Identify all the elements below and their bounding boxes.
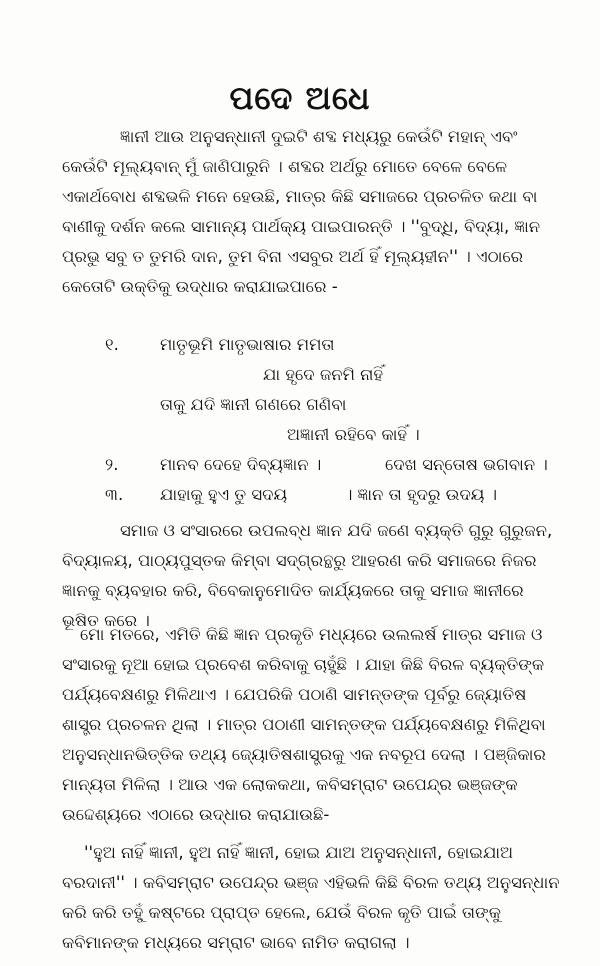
quote-line: ଯାହାକୁ ହୁଏ ତୁ ସଦୟ: [160, 485, 288, 504]
quote-line: । ଜ୍ଞାନ ତା ହୃଦରୁ ଉଦୟ ।: [345, 485, 498, 504]
quote-number: ୨.: [105, 455, 119, 474]
quote-line: ଅଜ୍ଞାନୀ ରହିବେ କାହିଁ ।: [287, 425, 420, 444]
paragraph-opinion: ମୋ ମତରେ, ଏମିତି କିଛି ଜ୍ଞାନ ପ୍ରକୃତି ମଧ୍ୟରେ ଉଲଲର୍ଷ ମାତ୍ର ସମାଜ ଓ ସଂସାରକୁ ନୂଆ ହୋଇ ପ୍ରବେଶ କରିବାକୁ ଚାହୁଁଛି । ଯାହା କିଛି ବିରଳ ବ୍ୟକ୍ତିଙ୍କ ପର୍ଯ୍ୟବେକ୍ଷଣରୁ ମିଳିଥାଏ । ଯେପରିକି ପଠାଣି ସାମନ୍ତଙ୍କ ପୂର୍ବରୁ ଜ୍ୟୋତିଷ ଶାସ୍ତ୍ର ପ୍ରଚଳନ ଥିଲା । ମାତ୍ର ପଠାଣୀ ସାମନ୍ତଙ୍କ ପର୍ଯ୍ୟବେକ୍ଷଣରୁ ମିଳିଥିବା ଅନୁସନ୍ଧାନଭିତ୍ତିକ ତଥ୍ୟ ଜ୍ୟୋତିଷଶାସ୍ତ୍ରକୁ ଏକ ନବରୂପ ଦେଲା । ପଞ୍ଜିକାର ମାନ୍ୟତା ମିଳିଲା । ଆଉ ଏକ ଲୋକକଥା, କବିସମ୍ରାଟ ଉପେନ୍ଦ୍ର ଭଞ୍ଜଙ୍କ ଉଦ୍ଦେଶ୍ୟରେ ଏଠାରେ ଉଦ୍ଧାର କରାଯାଉଛି-: [62, 625, 546, 824]
quote-line: ମାନବ ଦେହେ ଦିବ୍ୟଜ୍ଞାନ ।: [160, 455, 322, 474]
paragraph-conclusion: ''ହୁଅ ନାହିଁ ଜ୍ଞାନୀ, ହୁଅ ନାହିଁ ଜ୍ଞାନୀ, ହୋଇ ଯାଅ ଅନୁସନ୍ଧାନୀ, ହୋଇଯାଅ ବରଦାନୀ'' । କବିସମ୍ରାଟ ଉପେନ୍ଦ୍ର ଭଞ୍ଜ ଏହିଭଳି କିଛି ବିରଳ ତଥ୍ୟ ଅନୁସନ୍ଧାନ କରି କରି ତହୁଁ କଷ୍ଟରେ ପ୍ରାପ୍ତ ହେଲେ, ଯେଉଁ ବିରଳ କୃତି ପାଇଁ ତାଙ୍କୁ କବିମାନଙ୍କ ମଧ୍ୟରେ ସମ୍ରାଟ ଭାବେ ନାମିତ କରାଗଲା ।: [62, 843, 560, 952]
quote-number: ୧.: [105, 335, 119, 354]
quote-number: ୩.: [105, 485, 124, 504]
quote-line: ଦେଖ ସନ୍ତୋଷ ଭଗବାନ ।: [385, 455, 548, 474]
quote-line: ଯା ହୃଦେ ଜନମି ନାହିଁ: [263, 365, 384, 384]
page-title: ପଦେ ଅଧେ: [229, 79, 371, 117]
quote-line: ମାତୃଭୂମି ମାତୃଭାଷାର ମମତା: [160, 335, 335, 354]
paragraph-society: ସମାଜ ଓ ସଂସାରରେ ଉପଲବ୍ଧ ଜ୍ଞାନ ଯଦି ଜଣେ ବ୍ୟକ୍ତି ଗୁରୁ ଗୁରୁଜନ, ବିଦ୍ୟାଳୟ, ପାଠ୍ୟପୁସ୍ତକ କିମ୍ବା ସଦ୍‌ଗ୍ରନ୍ଥରୁ ଆହରଣ କରି ସମାଜରେ ନିଜର ଜ୍ଞାନକୁ ବ୍ୟବହାର କରି, ବିବେକାନୁମୋଦିତ କାର୍ଯ୍ୟକରେ ତାକୁ ସମାଜ ଜ୍ଞାନୀରେ ଭୂଷିତ କରେ ।: [62, 521, 553, 630]
paragraph-intro: ଜ୍ଞାନୀ ଆଉ ଅନୁସନ୍ଧାନୀ ଦୁଇଟି ଶବ୍ଦ ମଧ୍ୟରୁ କେଉଁଟି ମହାନ୍ ଏବଂ କେଉଁଟି ମୂଲ୍ୟବାନ୍ ମୁଁ ଜାଣିପାରୁନି । ଶବ୍ଦର ଅର୍ଥରୁ ମୋତେ ବେଳେ ବେଳେ ଏକାର୍ଥବୋଧ ଶବ୍ଦଭଳି ମନେ ହେଉଛି, ମାତ୍ର କିଛି ସମାଜରେ ପ୍ରଚଳିତ କଥା ବା ବାଣୀକୁ ଦର୍ଶନ କଲେ ସାମାନ୍ୟ ପାର୍ଥକ୍ୟ ପାଇପାରନ୍ତି । ''ବୁଦ୍ଧି, ବିଦ୍ୟା, ଜ୍ଞାନ ପ୍ରଭୁ ସବୁ ତ ତୁମରି ଦାନ, ତୁମ ବିନା ଏସବୁର ଅର୍ଥ ହିଁ ମୂଲ୍ୟହୀନ'' । ଏଠାରେ କେତୋଟି ଉକ୍ତିକୁ ଉଦ୍ଧାର କରାଯାଇପାରେ -: [62, 127, 541, 296]
quote-line: ତାକୁ ଯଦି ଜ୍ଞାନୀ ଗଣରେ ଗଣିବା: [160, 395, 347, 414]
